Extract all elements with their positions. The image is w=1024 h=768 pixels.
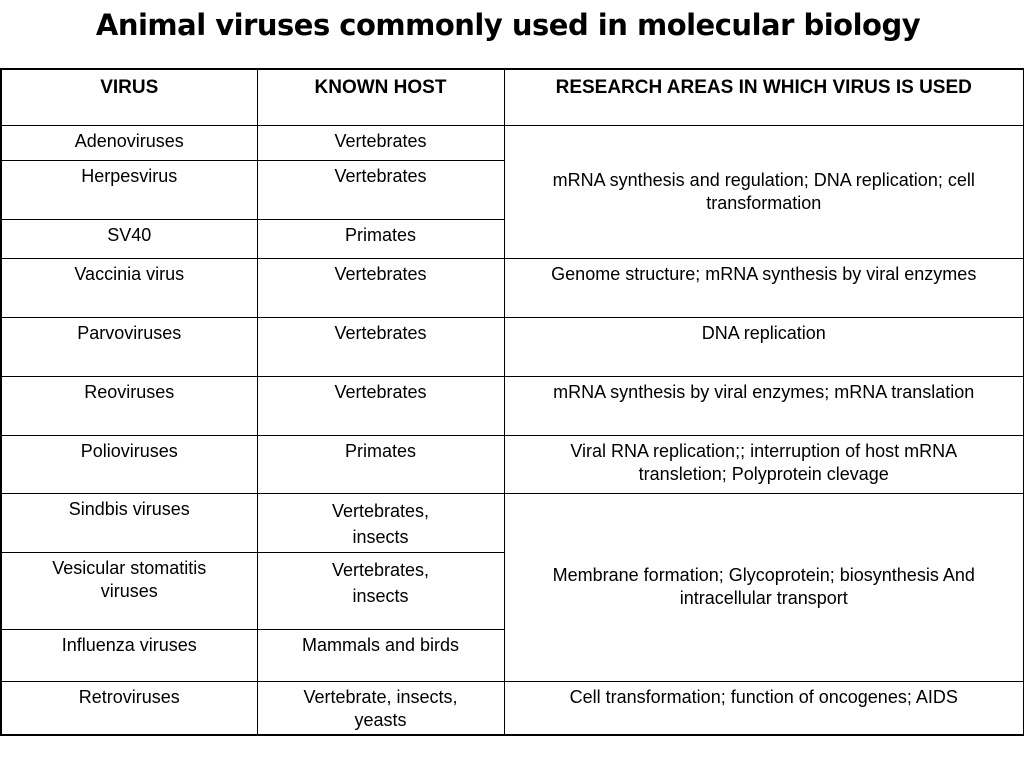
virus-cell: Vesicular stomatitis viruses <box>1 552 257 629</box>
virus-cell: Sindbis viruses <box>1 493 257 552</box>
host-cell: Primates <box>257 219 504 258</box>
table-header-row <box>1 69 1024 125</box>
virus-cell: Reoviruses <box>1 376 257 435</box>
table-row <box>1 493 1024 552</box>
host-cell: Vertebrate, insects, yeasts <box>257 681 504 735</box>
research-cell-merged: Membrane formation; Glycoprotein; biosynthesis And intracellular transport <box>504 493 1024 681</box>
host-cell: Vertebrates <box>257 376 504 435</box>
host-cell: Vertebrates <box>257 258 504 317</box>
virus-cell: Parvoviruses <box>1 317 257 376</box>
virus-cell: Retroviruses <box>1 681 257 735</box>
research-cell: Viral RNA replication;; interruption of host mRNA transletion; Polyprotein clevage <box>504 435 1024 493</box>
table-row <box>1 435 1024 493</box>
header-virus: VIRUS <box>1 69 257 125</box>
table-row <box>1 258 1024 317</box>
host-cell: Primates <box>257 435 504 493</box>
host-cell: Vertebrates, insects <box>257 493 504 552</box>
research-cell: mRNA synthesis by viral enzymes; mRNA translation <box>504 376 1024 435</box>
host-cell: Vertebrates <box>257 317 504 376</box>
research-cell: Cell transformation; function of oncogenes; AIDS <box>504 681 1024 735</box>
table-row <box>1 376 1024 435</box>
table-row <box>1 681 1024 735</box>
header-research-areas: RESEARCH AREAS IN WHICH VIRUS IS USED <box>504 69 1024 125</box>
virus-cell: Adenoviruses <box>1 125 257 160</box>
host-cell: Vertebrates <box>257 160 504 219</box>
research-cell-merged: mRNA synthesis and regulation; DNA replication; cell transformation <box>504 125 1024 258</box>
host-cell: Vertebrates <box>257 125 504 160</box>
host-cell: Mammals and birds <box>257 629 504 681</box>
host-cell: Vertebrates, insects <box>257 552 504 629</box>
header-known-host: KNOWN HOST <box>257 69 504 125</box>
virus-cell: Vaccinia virus <box>1 258 257 317</box>
virus-cell: Influenza viruses <box>1 629 257 681</box>
table-row <box>1 125 1024 160</box>
virus-cell: Herpesvirus <box>1 160 257 219</box>
virus-table <box>0 68 1024 736</box>
virus-cell: Polioviruses <box>1 435 257 493</box>
research-cell: DNA replication <box>504 317 1024 376</box>
page-title: Animal viruses commonly used in molecular biology <box>95 8 921 42</box>
virus-cell: SV40 <box>1 219 257 258</box>
table-row <box>1 317 1024 376</box>
research-cell: Genome structure; mRNA synthesis by viral enzymes <box>504 258 1024 317</box>
